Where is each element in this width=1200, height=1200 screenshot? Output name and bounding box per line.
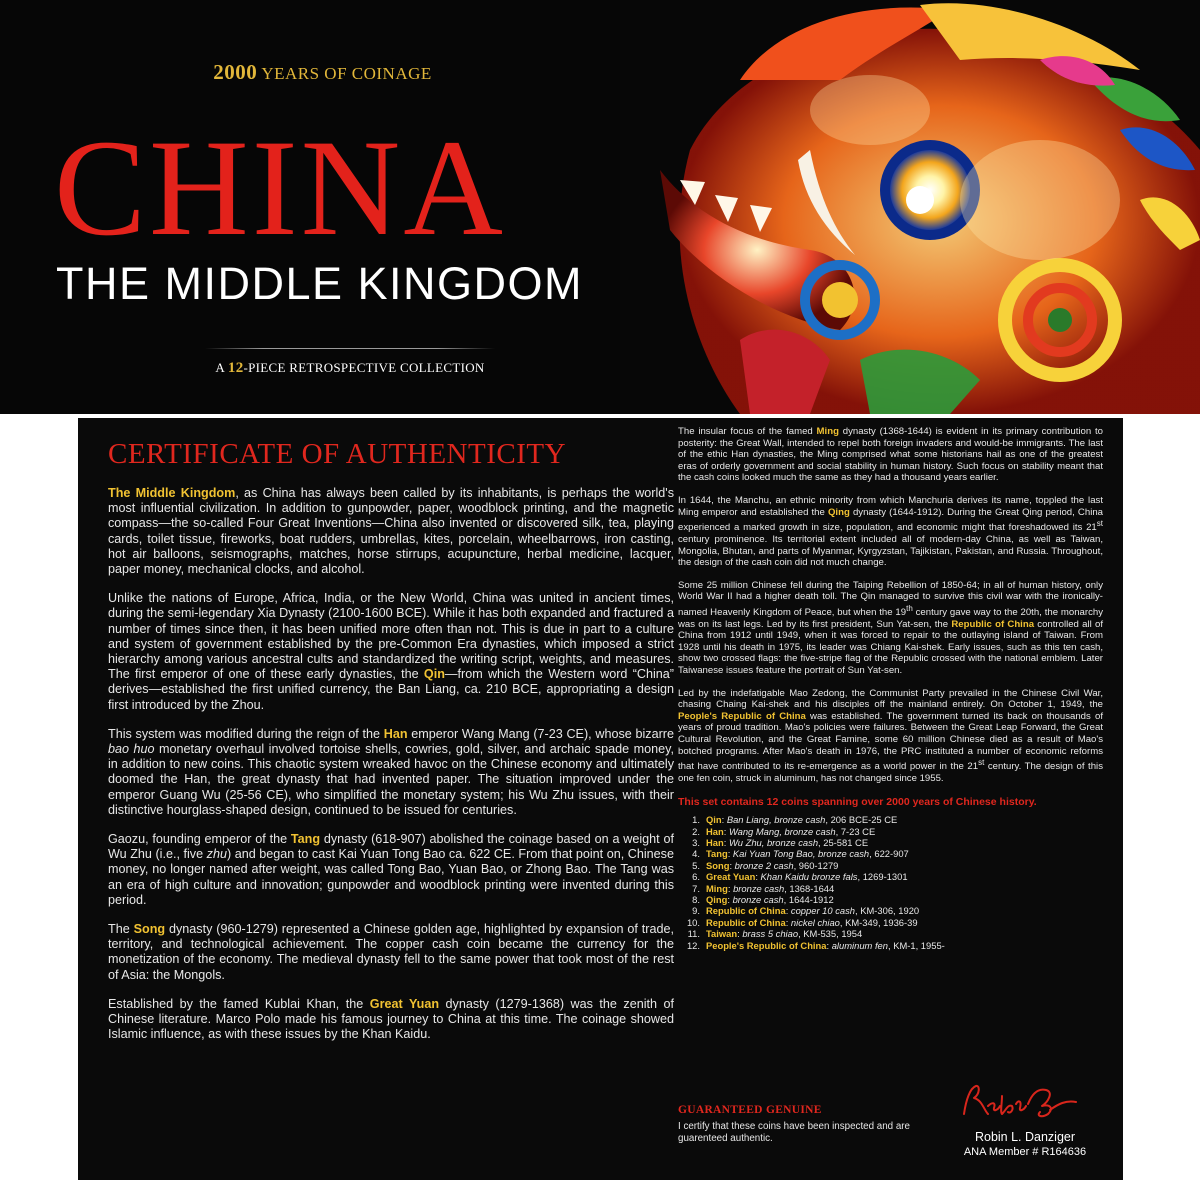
signer-name: Robin L. Danziger [974, 1130, 1076, 1144]
list-item: 10. Republic of China: nickel chiao, KM-349, 1936-39 [686, 916, 918, 928]
guarantee-title: GUARANTEED GENUINE [678, 1104, 822, 1116]
list-item: 3. Han: Wu Zhu, bronze cash, 25-581 CE [692, 837, 869, 848]
left-column [108, 486, 674, 1057]
paragraph-middle-kingdom: The Middle Kingdom, as China has always been called by its inhabitants, is perhaps the world's most influential civilization. In addition to gunpowder, paper, woodblock printing, and the magnetic compass—the so-called Four Great Inventions—China also invented or discovered silk, tea, playing cards, toilet tissue, fireworks, boat rudders, umbrellas, kites, porcelain, wheelbarrows, iron casting, hot air balloons, seismographs, matches, horse stirrups, acupuncture, herbal medicine, lacquer, paper money, mechanical clocks, and alcohol. [108, 486, 674, 577]
list-item: 5. Song: bronze 2 cash, 960-1279 [692, 859, 839, 871]
list-item: 2. Han: Wang Mang, bronze cash, 7-23 CE [692, 825, 876, 837]
header-banner [0, 0, 1200, 414]
paragraph-han: This system was modified during the reign of the Han emperor Wang Mang (7-23 CE), whose bizarre bao huo monetary overhaul involved tortoise shells, cowries, gold, silver, and archaic spade money, in addition to new coins. This chaotic system wreaked havoc on the Chinese economy and ultimately doomed the Han, the great dynasty that had invented paper. The situation improved under the emperor Guang Wu (25-56 CE), who simplified the monetary system; his Wu Zhu issues, with their distinctive hourglass-shaped design, continued to be issued for centuries. [108, 726, 675, 817]
paragraph-tang: Gaozu, founding emperor of the Tang dynasty (618-907) abolished the coinage based on a weight of Wu Zhu (i.e., five zhu) and began to cast Kai Yuan Tong Bao ca. 622 CE. From that point on, Chinese money, no longer named after weight, was called Tong Bao, Yuan Bao, or Zhong Bao. The Tang was an era of high culture and innovation; gunpowder and woodblock printing were invented during this period. [108, 832, 674, 907]
divider [205, 348, 495, 349]
dragon-lantern-image [620, 0, 1200, 414]
paragraph-great-yuan: Established by the famed Kublai Khan, the Great Yuan dynasty (1279-1368) was the zenith of Chinese literature. Marco Polo made his famous journey to China at this time. The coinage showed Islamic influence, as with these issues by the Khan Kaidu. [108, 996, 675, 1042]
list-item: 4. Tang: Kai Yuan Tong Bao, bronze cash, 622-907 [692, 848, 909, 860]
coin-set-heading: This set contains 12 coins spanning over 2000 years of Chinese history. [678, 795, 1037, 808]
list-item: 12. People's Republic of China: aluminum fen, KM-1, 1955- [686, 939, 945, 951]
list-item: 7. Ming: bronze cash, 1368-1644 [692, 882, 835, 894]
paragraph-song: The Song dynasty (960-1279) represented a Chinese golden age, highlighted by expansion of trade, territory, and technological achievement. The copper cash coin became the currency for the monetization of the economy. The medieval dynasty fell to the same power that took most of the rest of Asia: the Mongols. [108, 922, 674, 982]
certificate-panel [78, 418, 1123, 1180]
main-subtitle: THE MIDDLE KINGDOM [56, 258, 584, 309]
right-column [678, 426, 1103, 951]
list-item: 6. Great Yuan: Khan Kaidu bronze fals, 1269-1301 [692, 871, 908, 883]
list-item: 11. Taiwan: brass 5 chiao, KM-535, 1954 [687, 928, 863, 940]
paragraph-qin: Unlike the nations of Europe, Africa, India, or the New World, China was united in ancient times, during the semi-legendary Xia Dynasty (2100-1600 BCE). While it has both expanded and fractured a number of times since then, it has been unified more often than not. This is due in part to a culture and system of government established by the pre-Common Era dynasties, which imposed a strict hierarchy among various ancestral cults and standardized the writing script, weights, and measures. The first emperor of one of these early dynasties, the Qin—from which the Western word “China” derives—established the first unified currency, the Ban Liang, ca. 210 BCE, appropriating a design first introduced by the Zhou. [108, 591, 674, 712]
certificate-title: CERTIFICATE OF AUTHENTICITY [108, 438, 567, 470]
coinage-tagline: 2000 YEARS OF COINAGE [213, 60, 432, 84]
paragraph-qing: In 1644, the Manchu, an ethnic minority from which Manchuria derives its name, toppled the last Ming emperor and established the Qing dynasty (1644-1912). During the Great Qing period, China experienced a marked growth in size, population, and economic might that foreshadowed its 21st century prominence. Its territorial extent included all of modern-day China, as well as Taiwan, Mongolia, Bhutan, and parts of Myanmar, Kyrgyzstan, Tajikistan, Pakistan, and Russia. Throughout, the design of the cash coin did not much change. [678, 494, 1103, 569]
signer-membership: ANA Member # R164636 [963, 1146, 1087, 1158]
guarantee-text: I certify that these coins have been inspected and are guarenteed authentic. [678, 1121, 911, 1144]
paragraph-ming: The insular focus of the famed Ming dynasty (1368-1644) is evident in its primary contribution to posterity: the Great Wall, intended to repel both foreign invaders and would-be immigrants. The last of the ethic Han dynasties, the Ming comprised what some historians hail as one of the greatest eras of orderly government and social stability in human history. Such focus on stability meant that the cash coins looked much the same as they had a thousand years earlier. [678, 426, 1104, 484]
paragraph-peoples-republic: Led by the indefatigable Mao Zedong, the Communist Party prevailed in the Chinese Civil War, chasing Chaing Kai-shek and his disciples off the mainland entirely. On October 1, 1949, the People's Republic of China was established. The government turned its back on thousands of years of proud tradition. Mao's policies were failures. Between the Great Leap Forward, the Great Cultural Revolution, and the Great Famine, some 60 million Chinese died as a result of Mao's botched programs. After Mao's death in 1976, the PRC instituted a number of economic reforms that have contributed to its re-emergence as a world power in the 21st century. The design of this one fen coin, struck in aluminum, has not changed since 1955. [678, 687, 1103, 784]
paragraph-republic-of-china: Some 25 million Chinese fell during the Taiping Rebellion of 1850-64; in all of human history, only World War II had a higher death toll. The Qin managed to survive this civil war with the ironically-named Heavenly Kingdom of Peace, but when the 19th century gave way to the 20th, the monarchy was on its last legs. Led by its first president, Sun Yat-sen, the Republic of China controlled all of China from 1912 until 1949, when it was forced to repair to the outlaying island of Taiwan. From 1928 until his death in 1975, its leader was Chiang Kai-shek. Early issues, such as this ten cash, show two crossed flags: the five-stripe flag of the Republic crossed with the national emblem. Later Taiwanese issues feature the portrait of Sun Yat-sen. [678, 579, 1103, 677]
main-title: CHINA [54, 111, 506, 264]
list-item: 1. Qin: Ban Liang, bronze cash, 206 BCE-25 CE [692, 814, 898, 826]
collection-tagline: A 12-PIECE RETROSPECTIVE COLLECTION [215, 360, 485, 376]
list-item: 9. Republic of China: copper 10 cash, KM-306, 1920 [692, 905, 920, 917]
list-item: 8. Qing: bronze cash, 1644-1912 [692, 894, 834, 906]
coin-list [678, 814, 1103, 951]
signature-image [958, 1080, 1083, 1120]
